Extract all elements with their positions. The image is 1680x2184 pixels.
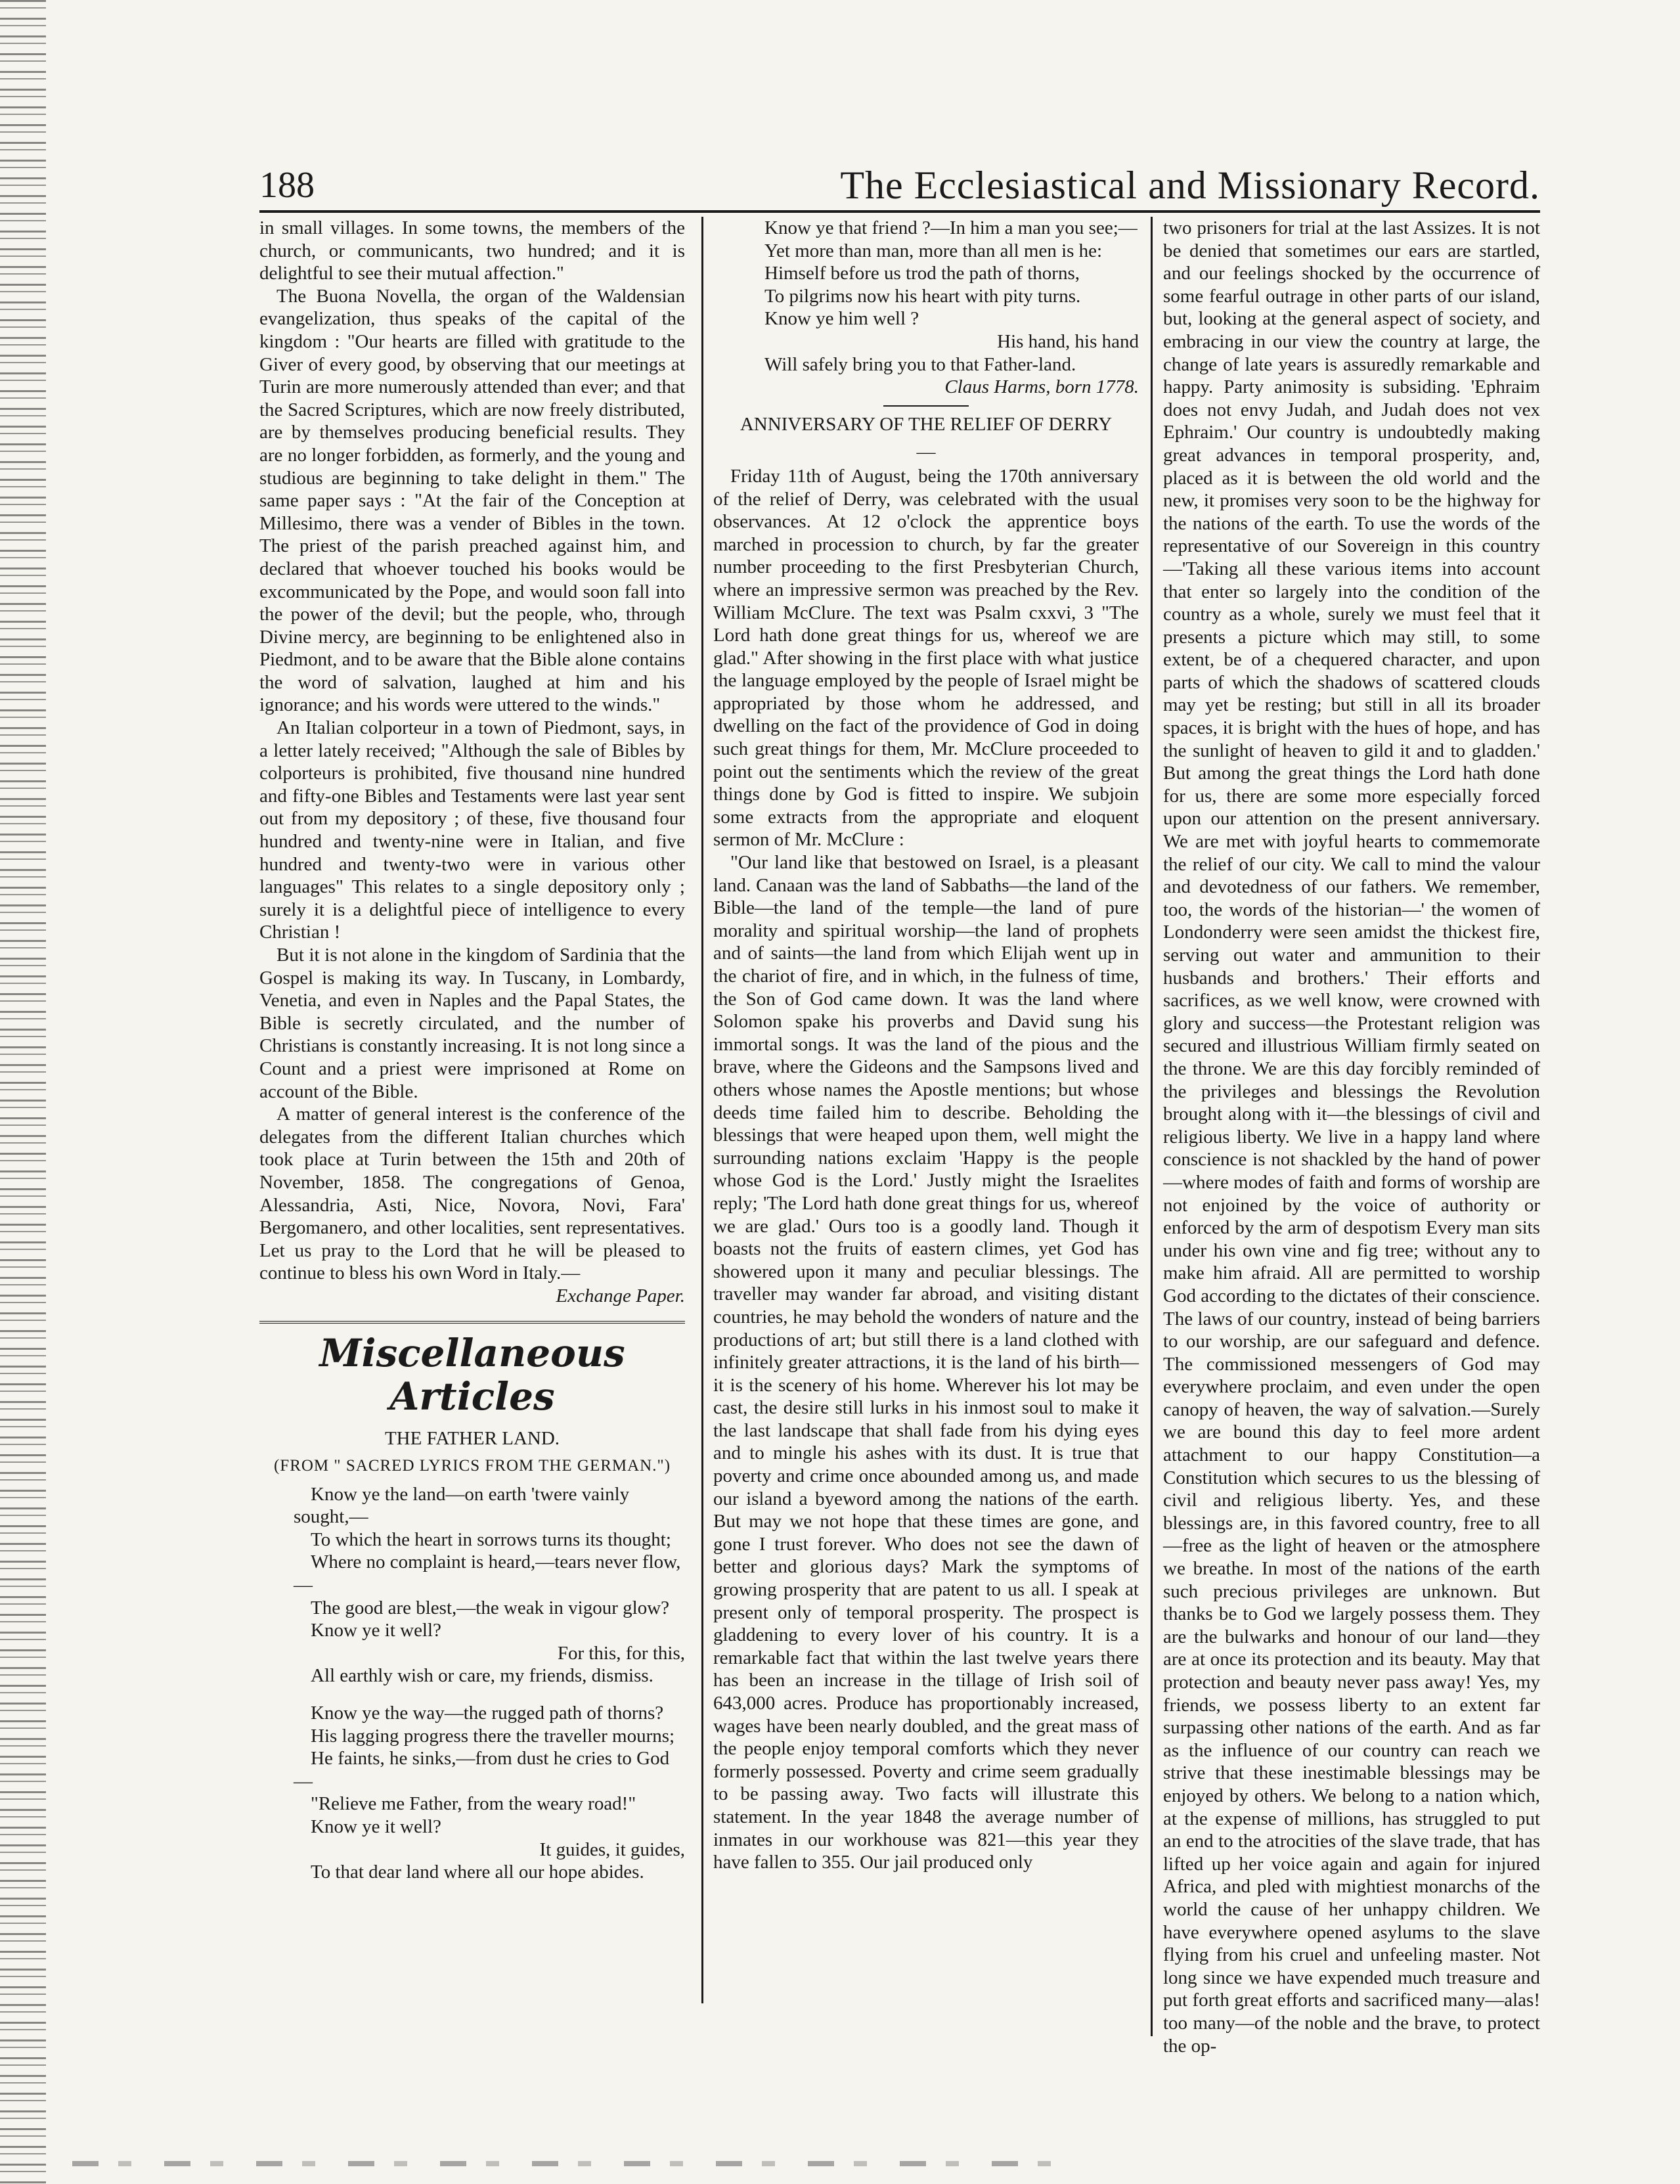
poem-line: To which the heart in sorrows turns its thought; — [311, 1528, 671, 1550]
paragraph: in small villages. In some towns, the members of the church, or communicants, two hundred; and it is delightful to see their mutual affection." — [259, 217, 685, 284]
poem-refrain: For this, for this, — [557, 1642, 685, 1664]
column-3 — [1163, 217, 1540, 2057]
poem-line: All earthly wish or care, my friends, dismiss. — [311, 1665, 653, 1687]
paragraph: A matter of general interest is the conference of the delegates from the different Italian churches which took place at Turin between the 15th and 20th of November, 1858. The congregations of Genoa, Alessandria, Asti, Nice, Novora, Novi, Fara' Bergomanero, and other localities, sent representatives. Let us pray to the Lord that he will be pleased to continue to bless his own Word in Italy.— — [259, 1103, 685, 1284]
paragraph: An Italian colporteur in a town of Piedmont, says, in a letter lately received; "Although the sale of Bibles by colporteurs is prohibited, five thousand nine hundred and fifty-one Bibles and Testaments were last year sent out from my depository ; of these, five thousand four hundred and twenty-nine were in Italian, and five hundred and twenty-two were in various other languages" This relates to a single depository only ; surely it is a delightful piece of intelligence to every Christian ! — [259, 717, 685, 943]
article-title: ANNIVERSARY OF THE RELIEF OF DERRY — [740, 413, 1113, 435]
section-title: Miscellaneous Articles — [259, 1321, 685, 1418]
scan-artifacts — [72, 2161, 1057, 2166]
paragraph: The Buona Novella, the organ of the Waldensian evangelization, thus speaks of the capital of the kingdom : "Our hearts are filled with gratitude to the Giver of every good, by observing that our meetings at Turin are more numerously attended than ever; and that the Sacred Scriptures, which are now freely distributed, are by themselves producing beneficial results. They are no longer forbidden, as formerly, and the young and studious are beginning to take delight in them." The same paper says : "At the fair of the Conception at Millesimo, there was a vender of Bibles in the town. The priest of the parish preached against him, and declared that whoever touched his books would be excommunicated by the Pope, and would soon fall into the power of the devil; but the people, who, through Divine mercy, are beginning to be enlightened also in Piedmont, and to be aware that the Bible alone contains the word of salvation, laughed at him and his ignorance; and his words were uttered to the winds." — [259, 285, 685, 716]
column-2 — [713, 217, 1139, 1874]
column-rule-1 — [701, 217, 703, 2003]
poem-line: To pilgrims now his heart with pity turns. — [764, 285, 1081, 307]
poem-line: "Relieve me Father, from the weary road!" — [311, 1793, 636, 1815]
binding-edge — [0, 0, 46, 2184]
source-credit: Exchange Paper. — [556, 1285, 685, 1306]
paragraph: two prisoners for trial at the last Assizes. It is not be denied that sometimes our ears are startled, and our feelings shocked by the occurrence of some fearful outrage in other parts of our island, but, looking at the general aspect of society, and embracing in our view the country at large, the change of late years is assuredly remarkable and happy. Party animosity is subsiding. 'Ephraim does not envy Judah, and Judah does not vex Ephraim.' Our country is undoubtedly making great advances in temporal prosperity, and, placed as it is between the old world and the new, it promises very soon to be the highway for the nations of the earth. To use the words of the representative of our Sovereign in this country —'Taking all these various items into account that enter so largely into the condition of the country as a whole, surely we must feel that it presents a picture which may still, to some extent, be of a chequered character, and upon parts of which the shadows of scattered clouds may yet be resting; but still in all its broader spaces, it is bright with the hues of hope, and has the sunlight of heaven to gild it and to gladden.' But among the great things the Lord hath done for us, there are some more especially forced upon our attention on the present anniversary. We are met with joyful hearts to commemorate the relief of our city. We call to mind the valour and devotedness of our fathers. We remember, too, the words of the historian—' the women of Londonderry were seen amidst the thickest fire, serving out water and ammunition to their husbands and brothers.' Their efforts and sacrifices, as we well know, were crowned with glory and success—the Protestant religion was secured and illustrious William firmly seated on the throne. We are this day forcibly reminded of the privileges and blessings the Revolution brought along with it—the blessings of civil and religious liberty. We live in a happy land where conscience is not shackled by the hand of power—where modes of faith and forms of worship are not enjoined by the voice of authority or enforced by the arm of despotism Every man sits under his own vine and fig tree; without any to make him afraid. All are permitted to worship God according to the dictates of their conscience. The laws of our country, instead of being barriers to our worship, are our safeguard and defence. The commissioned messengers of God may everywhere proclaim, and even under the open canopy of heaven, the way of salvation.—Surely we are bound this day to feel more ardent attachment to our happy Constitution—a Constitution which secures to us the blessing of civil and religious liberty. Yes, and these blessings are, in this favored country, free to all—free as the light of heaven or the atmosphere we breathe. In most of the nations of the earth such precious privileges are unknown. But thanks be to God we largely possess them. They are the bulwarks and honour of our land—they are at once its protection and its beauty. May that protection and beauty never pass away! Yes, my friends, we possess liberty to an extent far surpassing other nations of the earth. And as far as the influence of our country can reach we strive that these inestimable blessings may be enjoyed by others. We belong to a nation which, at the expense of millions, has struggled to put an end to the atrocities of the slave trade, that has lifted up her voice again and again for injured Africa, and pled with mightiest monarchs of the world the cause of her unhappy children. We have everywhere opened asylums to the slave flying from his cruel and unfeeling master. Not long since we have expended much treasure and put forth great efforts and sacrificed many—alas! too many—of the noble and the brave, to protect the op- — [1163, 217, 1540, 2057]
poem-line: Know ye the way—the rugged path of thorns? — [311, 1703, 664, 1724]
poem-line: Will safely bring you to that Father-land. — [764, 353, 1076, 375]
poem-title: THE FATHER LAND. — [384, 1427, 560, 1449]
poem-line: His lagging progress there the traveller mourns; — [311, 1725, 675, 1747]
separator-rule — [883, 405, 969, 407]
poem-line: Know ye it well? — [311, 1620, 441, 1641]
poem-line: Yet more than man, more than all men is he: — [764, 240, 1103, 261]
poem-line: He faints, he sinks,—from dust he cries to God— — [294, 1748, 670, 1792]
page-number: 188 — [259, 165, 315, 206]
poem-line: To that dear land where all our hope abides. — [311, 1861, 644, 1883]
poem-line: The good are blest,—the weak in vigour glow? — [311, 1597, 670, 1618]
column-rule-2 — [1151, 217, 1153, 2036]
poem-line: Know ye the land—on earth 'twere vainly sought,— — [294, 1483, 630, 1528]
paragraph: "Our land like that bestowed on Israel, is a pleasant land. Canaan was the land of Sabbaths—the land of the Bible—the land of the temple—the land of pure morality and spiritual worship—the land of prophets and of saints—the land from which Elijah went up in the chariot of fire, and in which, in the fulness of time, the Son of God came down. It was the land where Solomon spake his proverbs and David sung his immortal songs. It was the land of the pious and the brave, where the Gideons and the Sampsons lived and others whose names the Apostle mentions; but whose deeds time failed him to describe. Beholding the blessings that were heaped upon them, well might the surrounding nations exclaim 'Happy is the people whose God is the Lord.' Justly might the Israelites reply; 'The Lord hath done great things for us, whereof we are glad.' Ours too is a goodly land. Though it boasts not the fruits of eastern climes, yet God has showered upon it many and peculiar blessings. The traveller may wander far abroad, and visiting distant countries, he may behold the wonders of nature and the productions of art; but still there is a land clothed with infinitely greater attractions, it is the land of his birth—it is the scenery of his home. Wherever his lot may be cast, the desire still lurks in his inmost soul to make it the last landscape that shall fade from his dying eyes and to mingle his ashes with its dust. It is true that poverty and crime once abounded among us, and made our island a byeword among the nations of the earth. But may we not hope that these times are gone, and gone I trust forever. Who does not see the dawn of better and glorious days? Mark the symptoms of growing prosperity that are patent to us all. I speak at present only of temporal prosperity. The prospect is gladdening to every lover of his country. It is a remarkable fact that within the last twelve years there has been an increase in the tillage of Irish soil of 643,000 acres. Produce has proportionably increased, wages have been nearly doubled, and the great mass of the people enjoy temporal comforts which they never formerly possessed. Poverty and crime seem gradually to be passing away. Two facts will illustrate this statement. In the year 1848 the average number of inmates in our workhouse was 821—this year they have fallen to 355. Our jail produced only — [713, 852, 1139, 1873]
paragraph: Friday 11th of August, being the 170th anniversary of the relief of Derry, was celebrated with the usual observances. At 12 o'clock the apprentice boys marched in procession to church, by far the greater number proceeding to the first Presbyterian Church, where an impressive sermon was preached by the Rev. William McClure. The text was Psalm cxxvi, 3 "The Lord hath done great things for us, whereof we are glad." After showing in the first place with what justice the language employed by the people of Israel might be appropriated by those whom he addressed, and dwelling on the fact of the providence of God in doing such great things for them, Mr. McClure proceeded to point out the sentiments which the review of the great things done by God is fitted to inspire. We subjoin some extracts from the appropriate and eloquent sermon of Mr. McClure : — [713, 465, 1139, 851]
poem-attribution: Claus Harms, born 1778. — [944, 376, 1139, 398]
paragraph: But it is not alone in the kingdom of Sardinia that the Gospel is making its way. In Tuscany, in Lombardy, Venetia, and even in Naples and the Papal States, the Bible is secretly circulated, and the number of Christians is constantly increasing. It is not long since a Count and a priest were imprisoned at Rome on account of the Bible. — [259, 945, 685, 1102]
poem-line: Know ye that friend ?—In him a man you see;— — [764, 217, 1138, 238]
poem-line: Himself before us trod the path of thorns, — [764, 263, 1080, 284]
page-header — [259, 160, 1540, 213]
poem-refrain: It guides, it guides, — [539, 1839, 685, 1860]
poem-source: (FROM " SACRED LYRICS FROM THE GERMAN.") — [273, 1457, 671, 1475]
title-dash: — — [916, 441, 936, 463]
running-title: The Ecclesiastical and Missionary Record. — [840, 164, 1540, 207]
poem-line: Know ye it well? — [311, 1816, 441, 1837]
column-1 — [259, 217, 685, 1884]
poem-refrain: His hand, his hand — [997, 330, 1139, 352]
poem-line: Know ye him well ? — [764, 308, 919, 330]
poem-line: Where no complaint is heard,—tears never flow,— — [294, 1551, 681, 1596]
